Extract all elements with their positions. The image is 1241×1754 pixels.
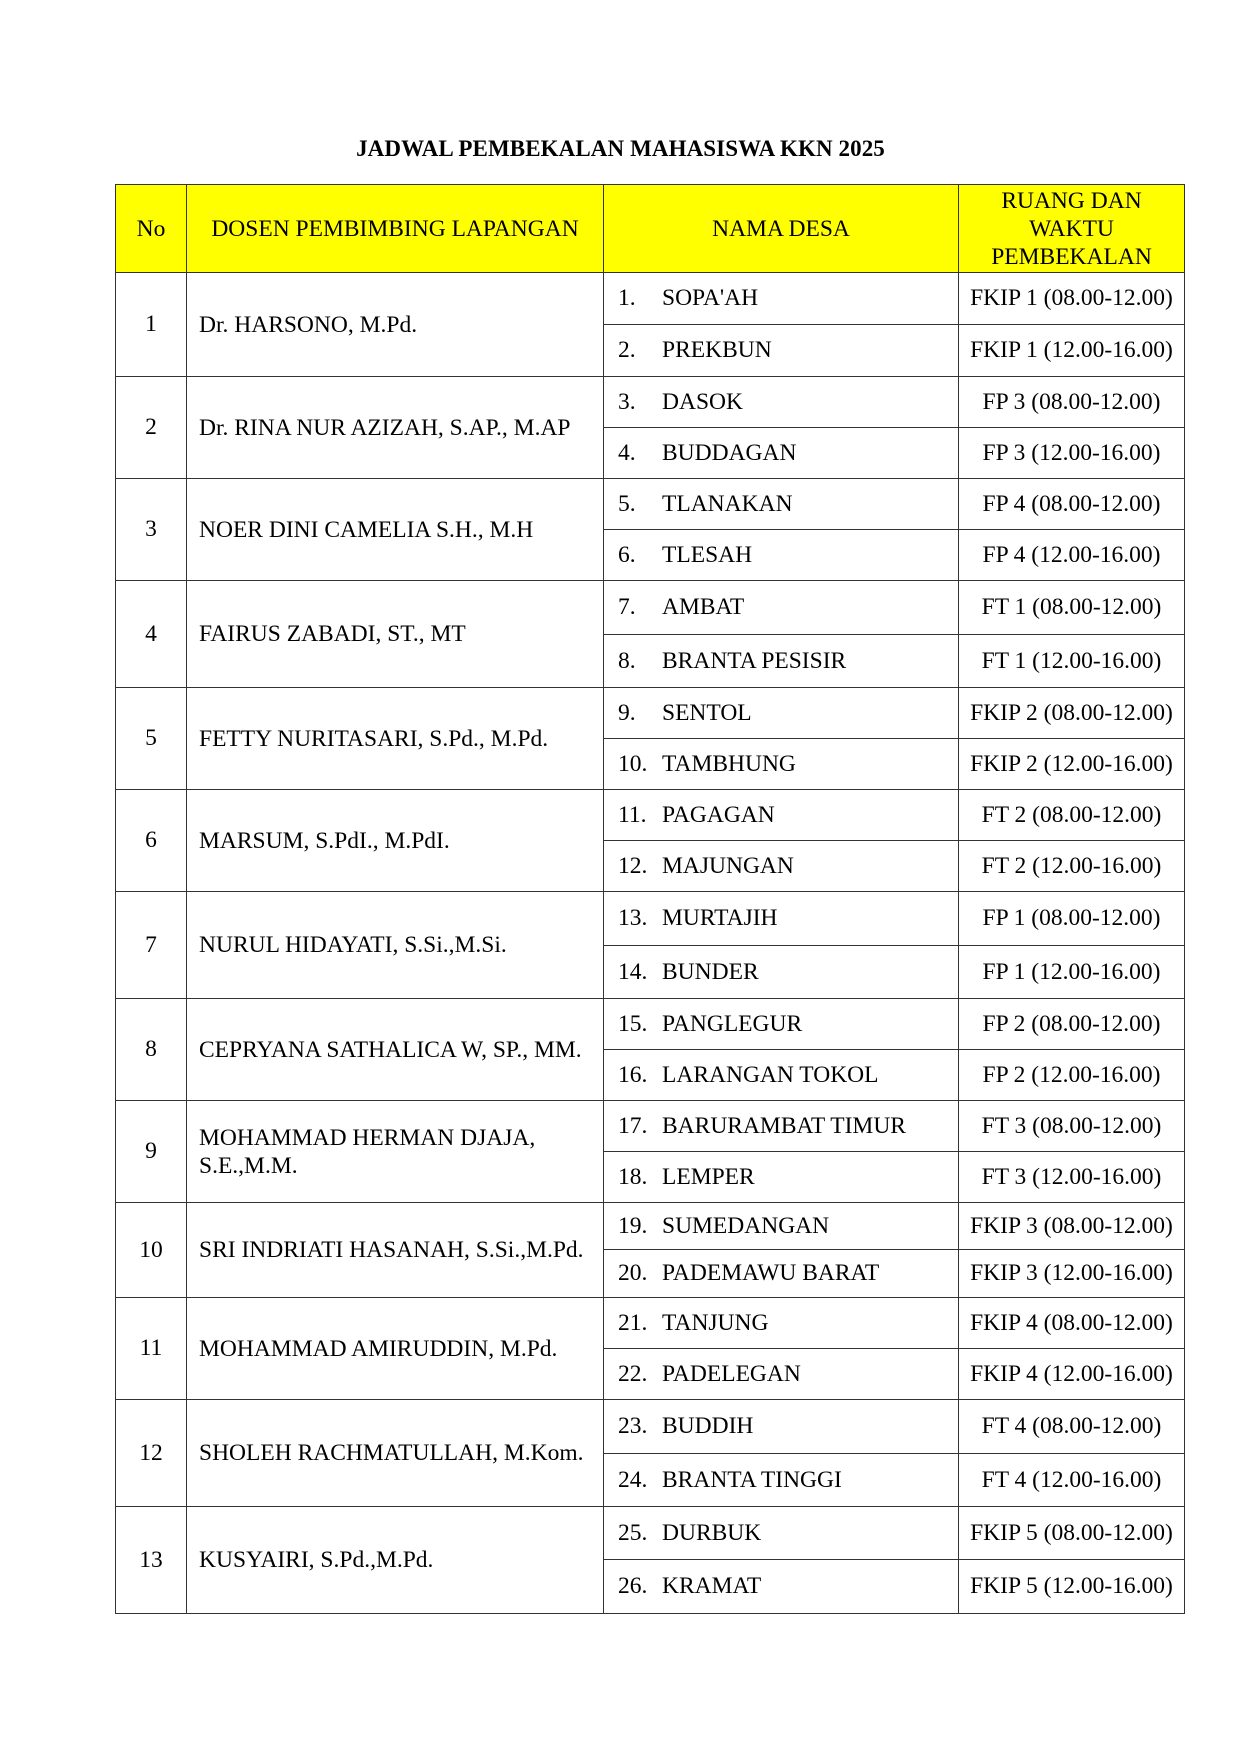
header-desa: NAMA DESA [604,185,959,273]
desa-name: SOPA'AH [662,285,759,311]
row-number: 9 [116,1101,187,1203]
dosen-name: FETTY NURITASARI, S.Pd., M.Pd. [187,688,604,790]
desa-number: 17. [618,1112,648,1139]
row-number: 7 [116,892,187,999]
desa-name: BUDDIH [662,1413,754,1439]
desa-name: PREKBUN [662,337,772,363]
row-number: 2 [116,377,187,479]
desa-number: 7. [618,594,636,620]
desa-number: 5. [618,490,636,517]
desa-number: 2. [618,337,636,363]
row-number: 1 [116,273,187,377]
desa-name: KRAMAT [662,1573,762,1599]
ruang-waktu: FT 4 (08.00-12.00) [959,1400,1185,1454]
desa-name: PADELEGAN [662,1360,801,1387]
table-row [116,581,1185,635]
ruang-waktu: FKIP 1 (08.00-12.00) [959,273,1185,325]
desa-name: PANGLEGUR [662,1010,803,1037]
ruang-waktu: FKIP 2 (12.00-16.00) [959,739,1185,790]
desa-number: 10. [618,750,648,777]
ruang-waktu: FT 4 (12.00-16.00) [959,1454,1185,1507]
dosen-name: MARSUM, S.PdI., M.PdI. [187,790,604,892]
desa-number: 23. [618,1413,648,1439]
row-number: 12 [116,1400,187,1507]
desa-number: 18. [618,1163,648,1190]
dosen-name: NURUL HIDAYATI, S.Si.,M.Si. [187,892,604,999]
desa-cell [604,946,959,999]
row-number: 6 [116,790,187,892]
row-number: 8 [116,999,187,1101]
desa-name: TANJUNG [662,1309,769,1336]
table-row [116,892,1185,946]
dosen-name: MOHAMMAD HERMAN DJAJA, S.E.,M.M. [187,1101,604,1203]
desa-name: SUMEDANGAN [662,1212,830,1239]
desa-number: 3. [618,388,636,415]
desa-number: 9. [618,699,636,726]
desa-name: PAGAGAN [662,801,775,828]
ruang-waktu: FKIP 3 (12.00-16.00) [959,1250,1185,1298]
desa-number: 24. [618,1466,648,1493]
desa-number: 4. [618,439,636,466]
table-row [116,999,1185,1050]
dosen-name: SHOLEH RACHMATULLAH, M.Kom. [187,1400,604,1507]
desa-cell [604,892,959,946]
desa-cell [604,325,959,377]
desa-name: BRANTA PESISIR [662,647,847,674]
desa-number: 6. [618,541,636,568]
desa-number: 16. [618,1061,648,1088]
table-row [116,1101,1185,1152]
table-row [116,377,1185,428]
ruang-waktu: FKIP 4 (08.00-12.00) [959,1298,1185,1349]
ruang-waktu: FP 2 (12.00-16.00) [959,1050,1185,1101]
desa-name: AMBAT [662,594,745,620]
desa-name: PADEMAWU BARAT [662,1260,880,1286]
desa-cell [604,428,959,479]
table-row [116,273,1185,325]
ruang-waktu: FKIP 5 (08.00-12.00) [959,1507,1185,1560]
desa-number: 22. [618,1360,648,1387]
desa-cell [604,635,959,688]
header-ruang: RUANG DAN WAKTU PEMBEKALAN [959,185,1185,273]
desa-cell [604,1349,959,1400]
ruang-waktu: FP 3 (08.00-12.00) [959,377,1185,428]
dosen-name: Dr. HARSONO, M.Pd. [187,273,604,377]
table-row [116,1507,1185,1560]
dosen-name: FAIRUS ZABADI, ST., MT [187,581,604,688]
desa-cell [604,1050,959,1101]
desa-cell [604,479,959,530]
desa-cell [604,1560,959,1614]
row-number: 13 [116,1507,187,1614]
desa-number: 21. [618,1309,648,1336]
ruang-waktu: FT 3 (08.00-12.00) [959,1101,1185,1152]
ruang-waktu: FKIP 5 (12.00-16.00) [959,1560,1185,1614]
desa-number: 25. [618,1519,648,1546]
desa-name: BUDDAGAN [662,439,797,466]
table-row [116,1203,1185,1250]
ruang-waktu: FT 2 (12.00-16.00) [959,841,1185,892]
page-title: JADWAL PEMBEKALAN MAHASISWA KKN 2025 [356,136,885,161]
dosen-name: Dr. RINA NUR AZIZAH, S.AP., M.AP [187,377,604,479]
dosen-name: NOER DINI CAMELIA S.H., M.H [187,479,604,581]
desa-name: MURTAJIH [662,905,778,931]
desa-cell [604,1454,959,1507]
desa-cell [604,377,959,428]
table-row [116,1400,1185,1454]
desa-name: LEMPER [662,1163,755,1190]
desa-number: 13. [618,905,648,931]
desa-number: 1. [618,285,636,311]
desa-cell [604,739,959,790]
ruang-waktu: FT 1 (12.00-16.00) [959,635,1185,688]
ruang-waktu: FT 3 (12.00-16.00) [959,1152,1185,1203]
ruang-waktu: FP 1 (12.00-16.00) [959,946,1185,999]
desa-name: TLANAKAN [662,490,793,517]
ruang-waktu: FT 1 (08.00-12.00) [959,581,1185,635]
desa-name: TLESAH [662,541,753,568]
ruang-waktu: FKIP 3 (08.00-12.00) [959,1203,1185,1250]
table-body [116,273,1185,1614]
desa-number: 15. [618,1010,648,1037]
desa-name: BUNDER [662,958,759,985]
desa-cell [604,999,959,1050]
desa-name: DURBUK [662,1519,762,1546]
schedule-table [115,184,1185,1614]
ruang-waktu: FT 2 (08.00-12.00) [959,790,1185,841]
desa-cell [604,1152,959,1203]
desa-name: BARURAMBAT TIMUR [662,1112,906,1139]
desa-number: 8. [618,647,636,674]
ruang-waktu: FP 2 (08.00-12.00) [959,999,1185,1050]
dosen-name: MOHAMMAD AMIRUDDIN, M.Pd. [187,1298,604,1400]
desa-cell [604,1101,959,1152]
table-row [116,688,1185,739]
desa-cell [604,273,959,325]
row-number: 10 [116,1203,187,1298]
desa-cell [604,790,959,841]
header-dosen: DOSEN PEMBIMBING LAPANGAN [187,185,604,273]
dosen-name: SRI INDRIATI HASANAH, S.Si.,M.Pd. [187,1203,604,1298]
header-no: No [116,185,187,273]
ruang-waktu: FP 1 (08.00-12.00) [959,892,1185,946]
desa-cell [604,530,959,581]
ruang-waktu: FP 4 (08.00-12.00) [959,479,1185,530]
dosen-name: CEPRYANA SATHALICA W, SP., MM. [187,999,604,1101]
desa-cell [604,581,959,635]
desa-number: 14. [618,958,648,985]
desa-name: SENTOL [662,699,752,726]
desa-name: DASOK [662,388,743,415]
desa-cell [604,841,959,892]
desa-number: 11. [618,801,647,828]
table-header-row [116,185,1185,273]
desa-number: 19. [618,1212,648,1239]
table-row [116,1298,1185,1349]
desa-name: TAMBHUNG [662,750,796,777]
desa-cell [604,1203,959,1250]
desa-cell [604,1507,959,1560]
row-number: 3 [116,479,187,581]
desa-cell [604,1298,959,1349]
row-number: 11 [116,1298,187,1400]
ruang-waktu: FKIP 1 (12.00-16.00) [959,325,1185,377]
desa-name: LARANGAN TOKOL [662,1061,879,1088]
desa-number: 26. [618,1573,648,1599]
ruang-waktu: FKIP 2 (08.00-12.00) [959,688,1185,739]
desa-name: MAJUNGAN [662,852,794,879]
dosen-name: KUSYAIRI, S.Pd.,M.Pd. [187,1507,604,1614]
desa-number: 12. [618,852,648,879]
table-row [116,479,1185,530]
desa-cell [604,1400,959,1454]
desa-cell [604,688,959,739]
table-row [116,790,1185,841]
desa-cell [604,1250,959,1298]
row-number: 5 [116,688,187,790]
desa-name: BRANTA TINGGI [662,1466,842,1493]
desa-number: 20. [618,1260,648,1286]
row-number: 4 [116,581,187,688]
ruang-waktu: FP 4 (12.00-16.00) [959,530,1185,581]
ruang-waktu: FKIP 4 (12.00-16.00) [959,1349,1185,1400]
ruang-waktu: FP 3 (12.00-16.00) [959,428,1185,479]
